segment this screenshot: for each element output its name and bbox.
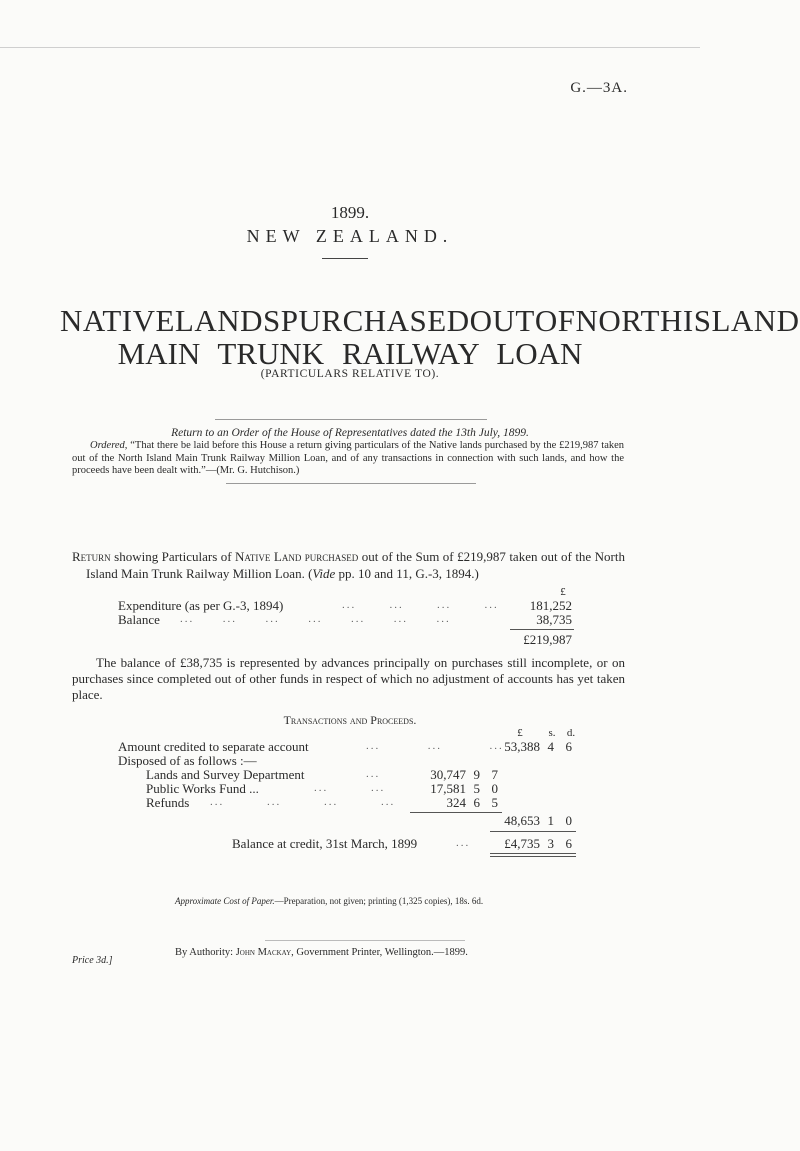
amount-credited-pence: 6	[565, 739, 572, 754]
amount-credited-label: Amount credited to separate account	[118, 739, 309, 754]
return-order-line: Return to an Order of the House of Representatives dated the 13th July, 1899.	[171, 427, 529, 439]
pounds-header: £	[517, 727, 523, 739]
return-heading-text: pp. 10 and 11, G.-3, 1894.)	[335, 565, 479, 581]
title-word: OF	[534, 303, 576, 338]
summary-total: £219,987	[523, 632, 572, 647]
title-word: ISLAND	[682, 303, 800, 338]
balance-pounds: £4,735	[504, 836, 540, 851]
rule-above-order	[215, 419, 487, 420]
vide: Vide	[312, 565, 336, 581]
authority-line	[175, 947, 468, 958]
balance-shillings: 3	[547, 836, 554, 851]
country: NEW ZEALAND.	[246, 226, 454, 246]
subtitle: (PARTICULARS RELATIVE TO).	[260, 368, 440, 380]
amount-credited-shillings: 4	[547, 739, 554, 754]
item-label: Refunds	[146, 795, 190, 810]
summary-row-value: 181,252	[529, 598, 572, 613]
item-label: Lands and Survey Department	[146, 767, 305, 782]
ordered-text: “That there be laid before this House a return giving particulars of the Native lands purchased by the £219,987 taken out of the North Island Main Trunk Railway Million Loan, and of any transactions in connection with such lands, and how the proceeds have been dealt with.”—(Mr. G. Hutchison.)	[72, 440, 625, 476]
native-land-purchased: Native Land purchased	[235, 549, 359, 564]
item-pounds: 324	[446, 795, 466, 810]
rule-below-order	[226, 483, 476, 484]
item-pence: 0	[491, 781, 498, 796]
leader-dots: ...	[456, 837, 471, 849]
cost-of-paper	[175, 896, 483, 906]
authority-prefix: By Authority:	[175, 947, 236, 958]
item-label: Public Works Fund ...	[146, 781, 259, 796]
title-word: NATIVE	[60, 303, 175, 338]
leader-dots: ... ... ... ...	[342, 599, 499, 611]
leader-dots: ...	[366, 768, 381, 780]
return-heading-text: out of the Sum of £219,987 taken out of the North Island Main Trunk Railway Million Loan. (	[86, 549, 625, 581]
year: 1899.	[330, 203, 370, 222]
leader-dots: ... ... ...	[366, 740, 504, 752]
title-divider	[322, 258, 368, 259]
price: Price 3d.]	[72, 955, 113, 966]
printer-name: John Mackay	[235, 947, 292, 958]
summary-row-label: Balance	[118, 612, 160, 627]
title-line-2: MAIN TRUNK RAILWAY LOAN	[117, 336, 583, 371]
transactions-heading: Transactions and Proceeds.	[283, 713, 417, 727]
ordered-paragraph	[72, 440, 624, 478]
item-shillings: 9	[473, 767, 480, 782]
balance-paragraph	[72, 655, 625, 703]
subtotal-shillings: 1	[547, 813, 554, 828]
cost-text: —Preparation, not given; printing (1,325 copies), 18s. 6d.	[274, 896, 484, 906]
authority-suffix: , Government Printer, Wellington.—1899.	[291, 947, 468, 958]
ordered-label: Ordered,	[90, 440, 128, 451]
item-shillings: 6	[473, 795, 480, 810]
item-pence: 7	[491, 767, 498, 782]
return-heading-text: showing Particulars of	[110, 549, 236, 564]
title-word: PURCHASED	[280, 303, 470, 338]
item-pounds: 17,581	[430, 781, 466, 796]
sum-rule	[510, 629, 574, 630]
pence-header: d.	[566, 727, 576, 739]
top-edge-line	[0, 47, 700, 48]
leader-dots: ... ... ... ...	[210, 796, 396, 808]
summary-row-label: Expenditure (as per G.-3, 1894)	[118, 598, 284, 613]
currency-header: £	[560, 586, 566, 598]
item-shillings: 5	[473, 781, 480, 796]
rule-above-authority	[265, 940, 465, 941]
return-word: Return	[72, 549, 111, 564]
title-word: LANDS	[174, 303, 281, 338]
summary-row-value: 38,735	[536, 612, 572, 627]
shillings-header: s.	[548, 727, 556, 739]
item-pounds: 30,747	[430, 767, 466, 782]
return-heading	[72, 549, 625, 582]
balance-rule	[490, 831, 576, 832]
amount-credited-pounds: 53,388	[504, 739, 540, 754]
balance-pence: 6	[565, 836, 572, 851]
title-word: OUT	[469, 303, 535, 338]
disposed-label: Disposed of as follows :—	[118, 753, 257, 768]
title-word: NORTH	[575, 303, 683, 338]
document-code: G.—3A.	[570, 80, 628, 96]
subtotal-pence: 0	[565, 813, 572, 828]
cost-label: Approximate Cost of Paper.	[175, 896, 275, 906]
double-rule-top	[490, 853, 576, 854]
balance-paragraph-text: The balance of £38,735 is represented by advances principally on purchases still incomplete, or on purchases since completed out of other funds in respect of which no adjustment of accounts has yet taken place.	[72, 655, 625, 702]
balance-label: Balance at credit, 31st March, 1899	[232, 836, 418, 851]
leader-dots: ... ... ... ... ... ... ...	[180, 613, 451, 625]
title-line-1	[60, 303, 800, 339]
leader-dots: ... ...	[314, 782, 386, 794]
subtotal-pounds: 48,653	[504, 813, 540, 828]
item-pence: 5	[491, 795, 498, 810]
double-rule-bottom	[490, 856, 576, 857]
